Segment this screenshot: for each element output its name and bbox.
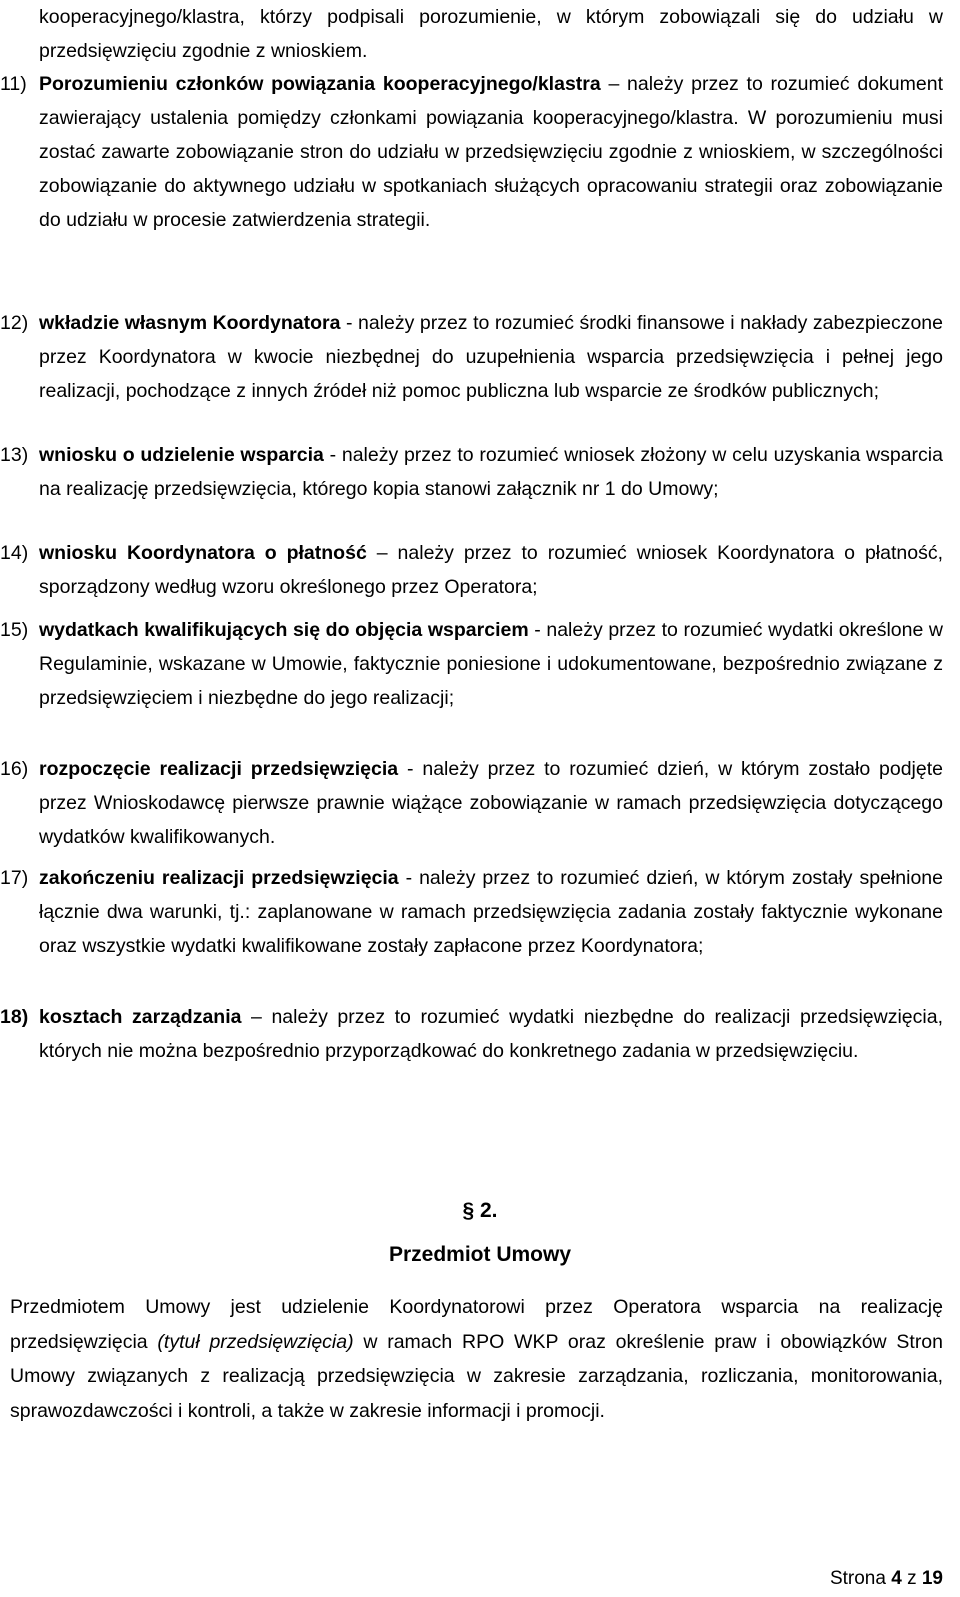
definition-term: rozpoczęcie realizacji przedsięwzięcia bbox=[39, 758, 399, 780]
definition-text: należy przez to rozumieć środki finansowe i nakłady zabezpieczone przez Koordynatora w kwocie niezbędnej do uzupełnienia wsparcia przedsięwzięcia i pełnej jego realizacji, pochodzące z innych źródeł niż pomoc publiczna lub wsparcie ze środków publicznych; bbox=[39, 312, 943, 402]
definition-term: wydatkach kwalifikujących się do objęcia wsparciem bbox=[39, 619, 529, 641]
footer-of: z bbox=[907, 1568, 917, 1589]
item-number: 14) bbox=[0, 542, 29, 564]
item-number: 12) bbox=[0, 312, 29, 334]
section-title: Przedmiot Umowy bbox=[388, 1243, 572, 1266]
definition-term: zakończeniu realizacji przedsięwzięcia bbox=[39, 867, 399, 889]
definition-term: wniosku o udzielenie wsparcia bbox=[39, 444, 324, 466]
definition-item-17 bbox=[0, 861, 943, 963]
definition-separator: – bbox=[366, 542, 398, 564]
section-text-end: w ramach RPO WKP oraz określenie praw i obowiązków Stron Umowy związanych z realizacją przedsięwzięcia w zakresie zarządzania, rozliczania, monitorowania, sprawozdawczości i kontroli, a także w zakresie informacji i promocji. bbox=[10, 1330, 943, 1422]
item-number: 16) bbox=[0, 758, 29, 780]
definition-separator: - bbox=[340, 312, 358, 334]
definition-term: Porozumieniu członków powiązania kooperacyjnego/klastra bbox=[39, 73, 601, 95]
definition-separator: - bbox=[398, 758, 423, 780]
definition-item-16 bbox=[0, 752, 943, 854]
page-footer bbox=[830, 1562, 943, 1596]
definition-term: wniosku Koordynatora o płatność bbox=[39, 542, 367, 564]
definition-item-14 bbox=[0, 536, 943, 604]
definition-item-11 bbox=[0, 67, 943, 237]
item-number: 15) bbox=[0, 619, 29, 641]
definition-text: należy przez to rozumieć wniosek Koordynatora o płatność, sporządzony według wzoru określonego przez Operatora; bbox=[39, 542, 944, 598]
continuation-text: kooperacyjnego/klastra, którzy podpisali porozumienie, w którym zobowiązali się do udziału w przedsięwzięciu zgodnie z wnioskiem. bbox=[39, 6, 943, 62]
item-number: 11) bbox=[0, 73, 27, 95]
item-number: 18) bbox=[0, 1006, 29, 1028]
section-symbol: § 2. bbox=[462, 1199, 498, 1222]
definition-text: należy przez to rozumieć dzień, w którym zostało podjęte przez Wnioskodawcę pierwsze prawnie wiążące zobowiązanie w ramach przedsięwzięcia dotyczącego wydatków kwalifikowanych. bbox=[39, 758, 943, 848]
definition-item-12 bbox=[0, 306, 943, 408]
definition-text: należy przez to rozumieć dzień, w którym zostały spełnione łącznie dwa warunki, tj.: zaplanowane w ramach przedsięwzięcia zadania zostały faktycznie wykonane oraz wszystkie wydatki kwalifikowane zostały zapłacone przez Koordynatora; bbox=[39, 867, 943, 957]
definition-text: należy przez to rozumieć wydatki niezbędne do realizacji przedsięwzięcia, których nie można bezpośrednio przyporządkować do konkretnego zadania w przedsięwzięciu. bbox=[39, 1006, 943, 1062]
footer-total-pages: 19 bbox=[921, 1568, 943, 1589]
section-text-start: Przedmiotem Umowy jest udzielenie Koordynatorowi przez Operatora wsparcia na realizację przedsięwzięcia bbox=[10, 1296, 943, 1353]
definition-term: kosztach zarządzania bbox=[39, 1006, 242, 1028]
definition-item-13 bbox=[0, 438, 943, 506]
definition-separator: - bbox=[528, 619, 547, 641]
definition-separator: - bbox=[323, 444, 342, 466]
continuation-paragraph bbox=[39, 0, 943, 68]
item-number: 13) bbox=[0, 444, 29, 466]
definition-text: należy przez to rozumieć wniosek złożony w celu uzyskania wsparcia na realizację przedsięwzięcia, którego kopia stanowi załącznik nr 1 do Umowy; bbox=[39, 444, 943, 500]
item-number: 17) bbox=[0, 867, 29, 889]
definition-text: należy przez to rozumieć dokument zawierający ustalenia pomiędzy członkami powiązania kooperacyjnego/klastra. W porozumieniu musi zostać zawarte zobowiązanie stron do udziału w przedsięwzięciu zgodnie z wnioskiem, w szczególności zobowiązanie do aktywnego udziału w spotkaniach służących opracowaniu strategii oraz zobowiązanie do udziału w procesie zatwierdzenia strategii. bbox=[39, 73, 943, 231]
definition-separator: – bbox=[600, 73, 628, 95]
definition-term: wkładzie własnym Koordynatora bbox=[39, 312, 341, 334]
definition-item-15 bbox=[0, 613, 943, 715]
definition-text: należy przez to rozumieć wydatki określone w Regulaminie, wskazane w Umowie, faktycznie poniesione i udokumentowane, bezpośrednio związane z przedsięwzięciem i niezbędne do jego realizacji; bbox=[39, 619, 943, 709]
footer-current-page: 4 bbox=[891, 1568, 902, 1589]
section-paragraph bbox=[10, 1290, 943, 1428]
footer-label: Strona bbox=[829, 1568, 886, 1589]
definition-item-18 bbox=[0, 1000, 943, 1068]
definition-separator: – bbox=[241, 1006, 272, 1028]
section-text-italic: (tytuł przedsięwzięcia) bbox=[157, 1330, 354, 1353]
definition-separator: - bbox=[398, 867, 420, 889]
